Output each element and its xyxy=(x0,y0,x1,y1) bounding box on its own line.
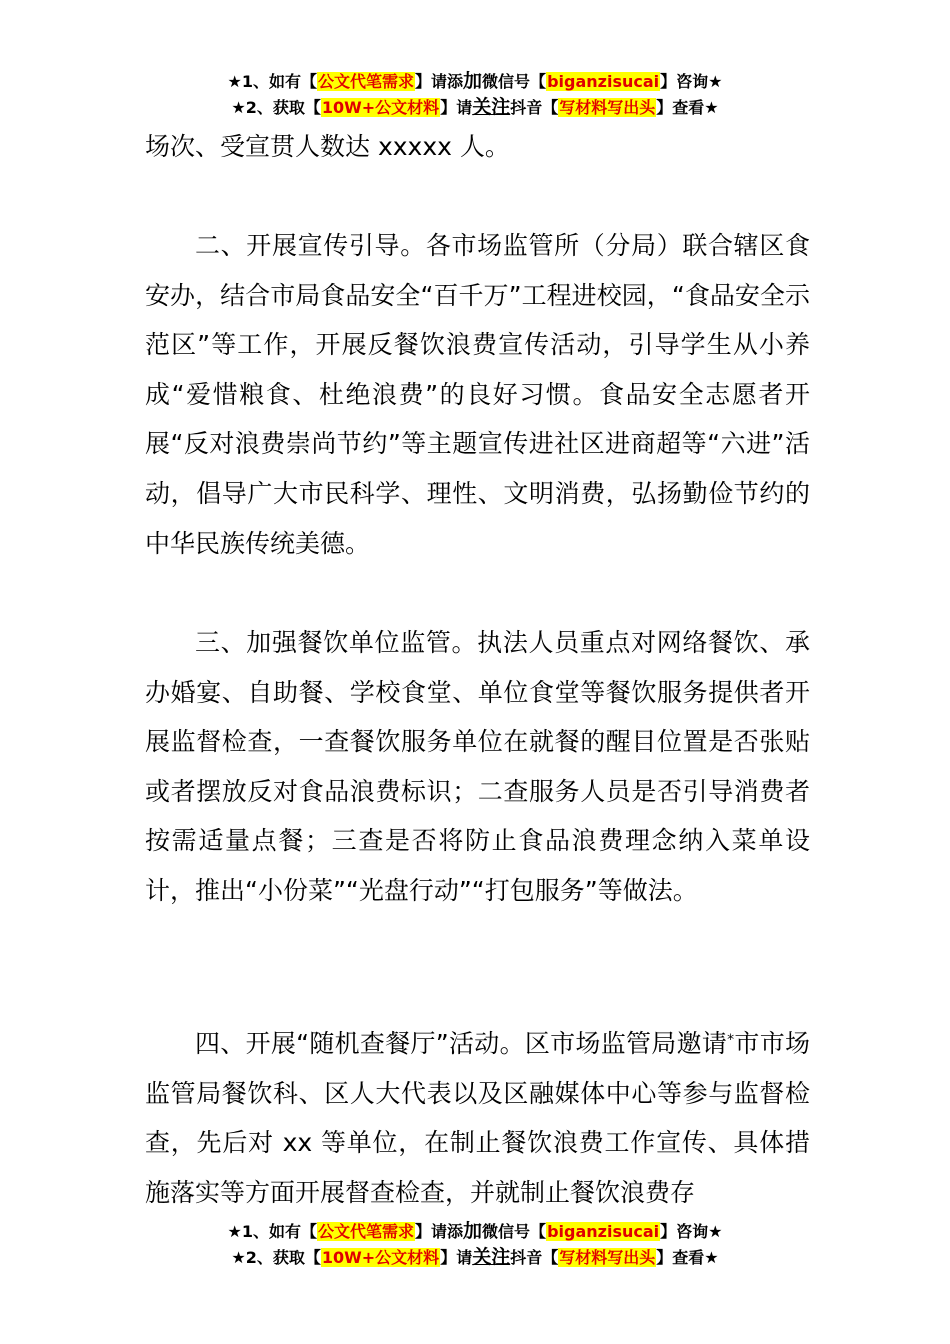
banner-line-1 xyxy=(0,1218,950,1244)
banner-line-1 xyxy=(0,68,950,94)
header-banner xyxy=(0,68,950,120)
banner-text: 】查看★ xyxy=(656,1248,719,1267)
paragraph-publicity xyxy=(145,221,810,568)
banner-text: ★1、如有【 xyxy=(227,72,317,91)
paragraph-text: 场次、受宣贯人数达 xxxxx 人。 xyxy=(145,132,510,161)
asterisk-mark: * xyxy=(727,1032,735,1048)
banner-highlight: 公文代笔需求 xyxy=(318,72,415,91)
banner-text: 加 xyxy=(463,1220,483,1242)
banner-text: 加 xyxy=(463,70,483,92)
banner-text: ★1、如有【 xyxy=(227,1222,317,1241)
banner-text: 微信号【 xyxy=(482,1222,547,1241)
paragraph-text xyxy=(145,1016,810,1217)
banner-highlight: 10W+公文材料 xyxy=(321,1248,440,1267)
banner-text: 抖音【 xyxy=(510,1248,559,1267)
banner-text: 】咨询★ xyxy=(660,1222,723,1241)
banner-line-2 xyxy=(0,94,950,120)
banner-highlight: biganzisucai xyxy=(547,1222,660,1241)
banner-text: 】咨询★ xyxy=(660,72,723,91)
banner-text: ★2、获取【 xyxy=(231,98,321,117)
paragraph-continuation xyxy=(145,122,810,172)
banner-highlight: 写材料写出头 xyxy=(559,1248,656,1267)
paragraph-text-part: 四、开展“随机查餐厅”活动。区市场监管局邀请 xyxy=(195,1029,728,1058)
paragraph-text: 二、开展宣传引导。各市场监管所（分局）联合辖区食安办，结合市局食品安全“百千万”工程进校园，“食品安全示范区”等工作，开展反餐饮浪费宣传活动，引导学生从小养成“爱惜粮食、杜绝浪费”的良好习惯。食品安全志愿者开展“反对浪费崇尚节约”等主题宣传进社区进商超等“六进”活动，倡导广大市民科学、理性、文明消费，弘扬勤俭节约的中华民族传统美德。 xyxy=(145,231,810,558)
banner-text: 】请添 xyxy=(415,1222,464,1241)
banner-text: ★2、获取【 xyxy=(231,1248,321,1267)
banner-text: 】请 xyxy=(440,98,473,117)
paragraph-supervision xyxy=(145,618,810,916)
banner-text: 】请 xyxy=(440,1248,473,1267)
banner-text: 抖音【 xyxy=(510,98,559,117)
paragraph-random-inspection xyxy=(145,1016,810,1217)
banner-line-2 xyxy=(0,1244,950,1270)
banner-text: 】请添 xyxy=(415,72,464,91)
footer-banner xyxy=(0,1218,950,1270)
banner-text: 微信号【 xyxy=(482,72,547,91)
banner-highlight: 写材料写出头 xyxy=(559,98,656,117)
banner-text: 关注 xyxy=(472,96,511,118)
banner-highlight: 公文代笔需求 xyxy=(318,1222,415,1241)
banner-text: 关注 xyxy=(472,1246,511,1268)
paragraph-text-part: 市市场监管局餐饮科、区人大代表以及区融媒体中心等参与监督检查，先后对 xx 等单位，在制止餐饮浪费工作宣传、具体措施落实等方面开展督查检查，并就制止餐饮浪费存 xyxy=(145,1029,810,1207)
banner-highlight: biganzisucai xyxy=(547,72,660,91)
banner-highlight: 10W+公文材料 xyxy=(321,98,440,117)
banner-text: 】查看★ xyxy=(656,98,719,117)
paragraph-text: 三、加强餐饮单位监管。执法人员重点对网络餐饮、承办婚宴、自助餐、学校食堂、单位食堂等餐饮服务提供者开展监督检查，一查餐饮服务单位在就餐的醒目位置是否张贴或者摆放反对食品浪费标识；二查服务人员是否引导消费者按需适量点餐；三查是否将防止食品浪费理念纳入菜单设计，推出“小份菜”“光盘行动”“打包服务”等做法。 xyxy=(145,628,810,905)
